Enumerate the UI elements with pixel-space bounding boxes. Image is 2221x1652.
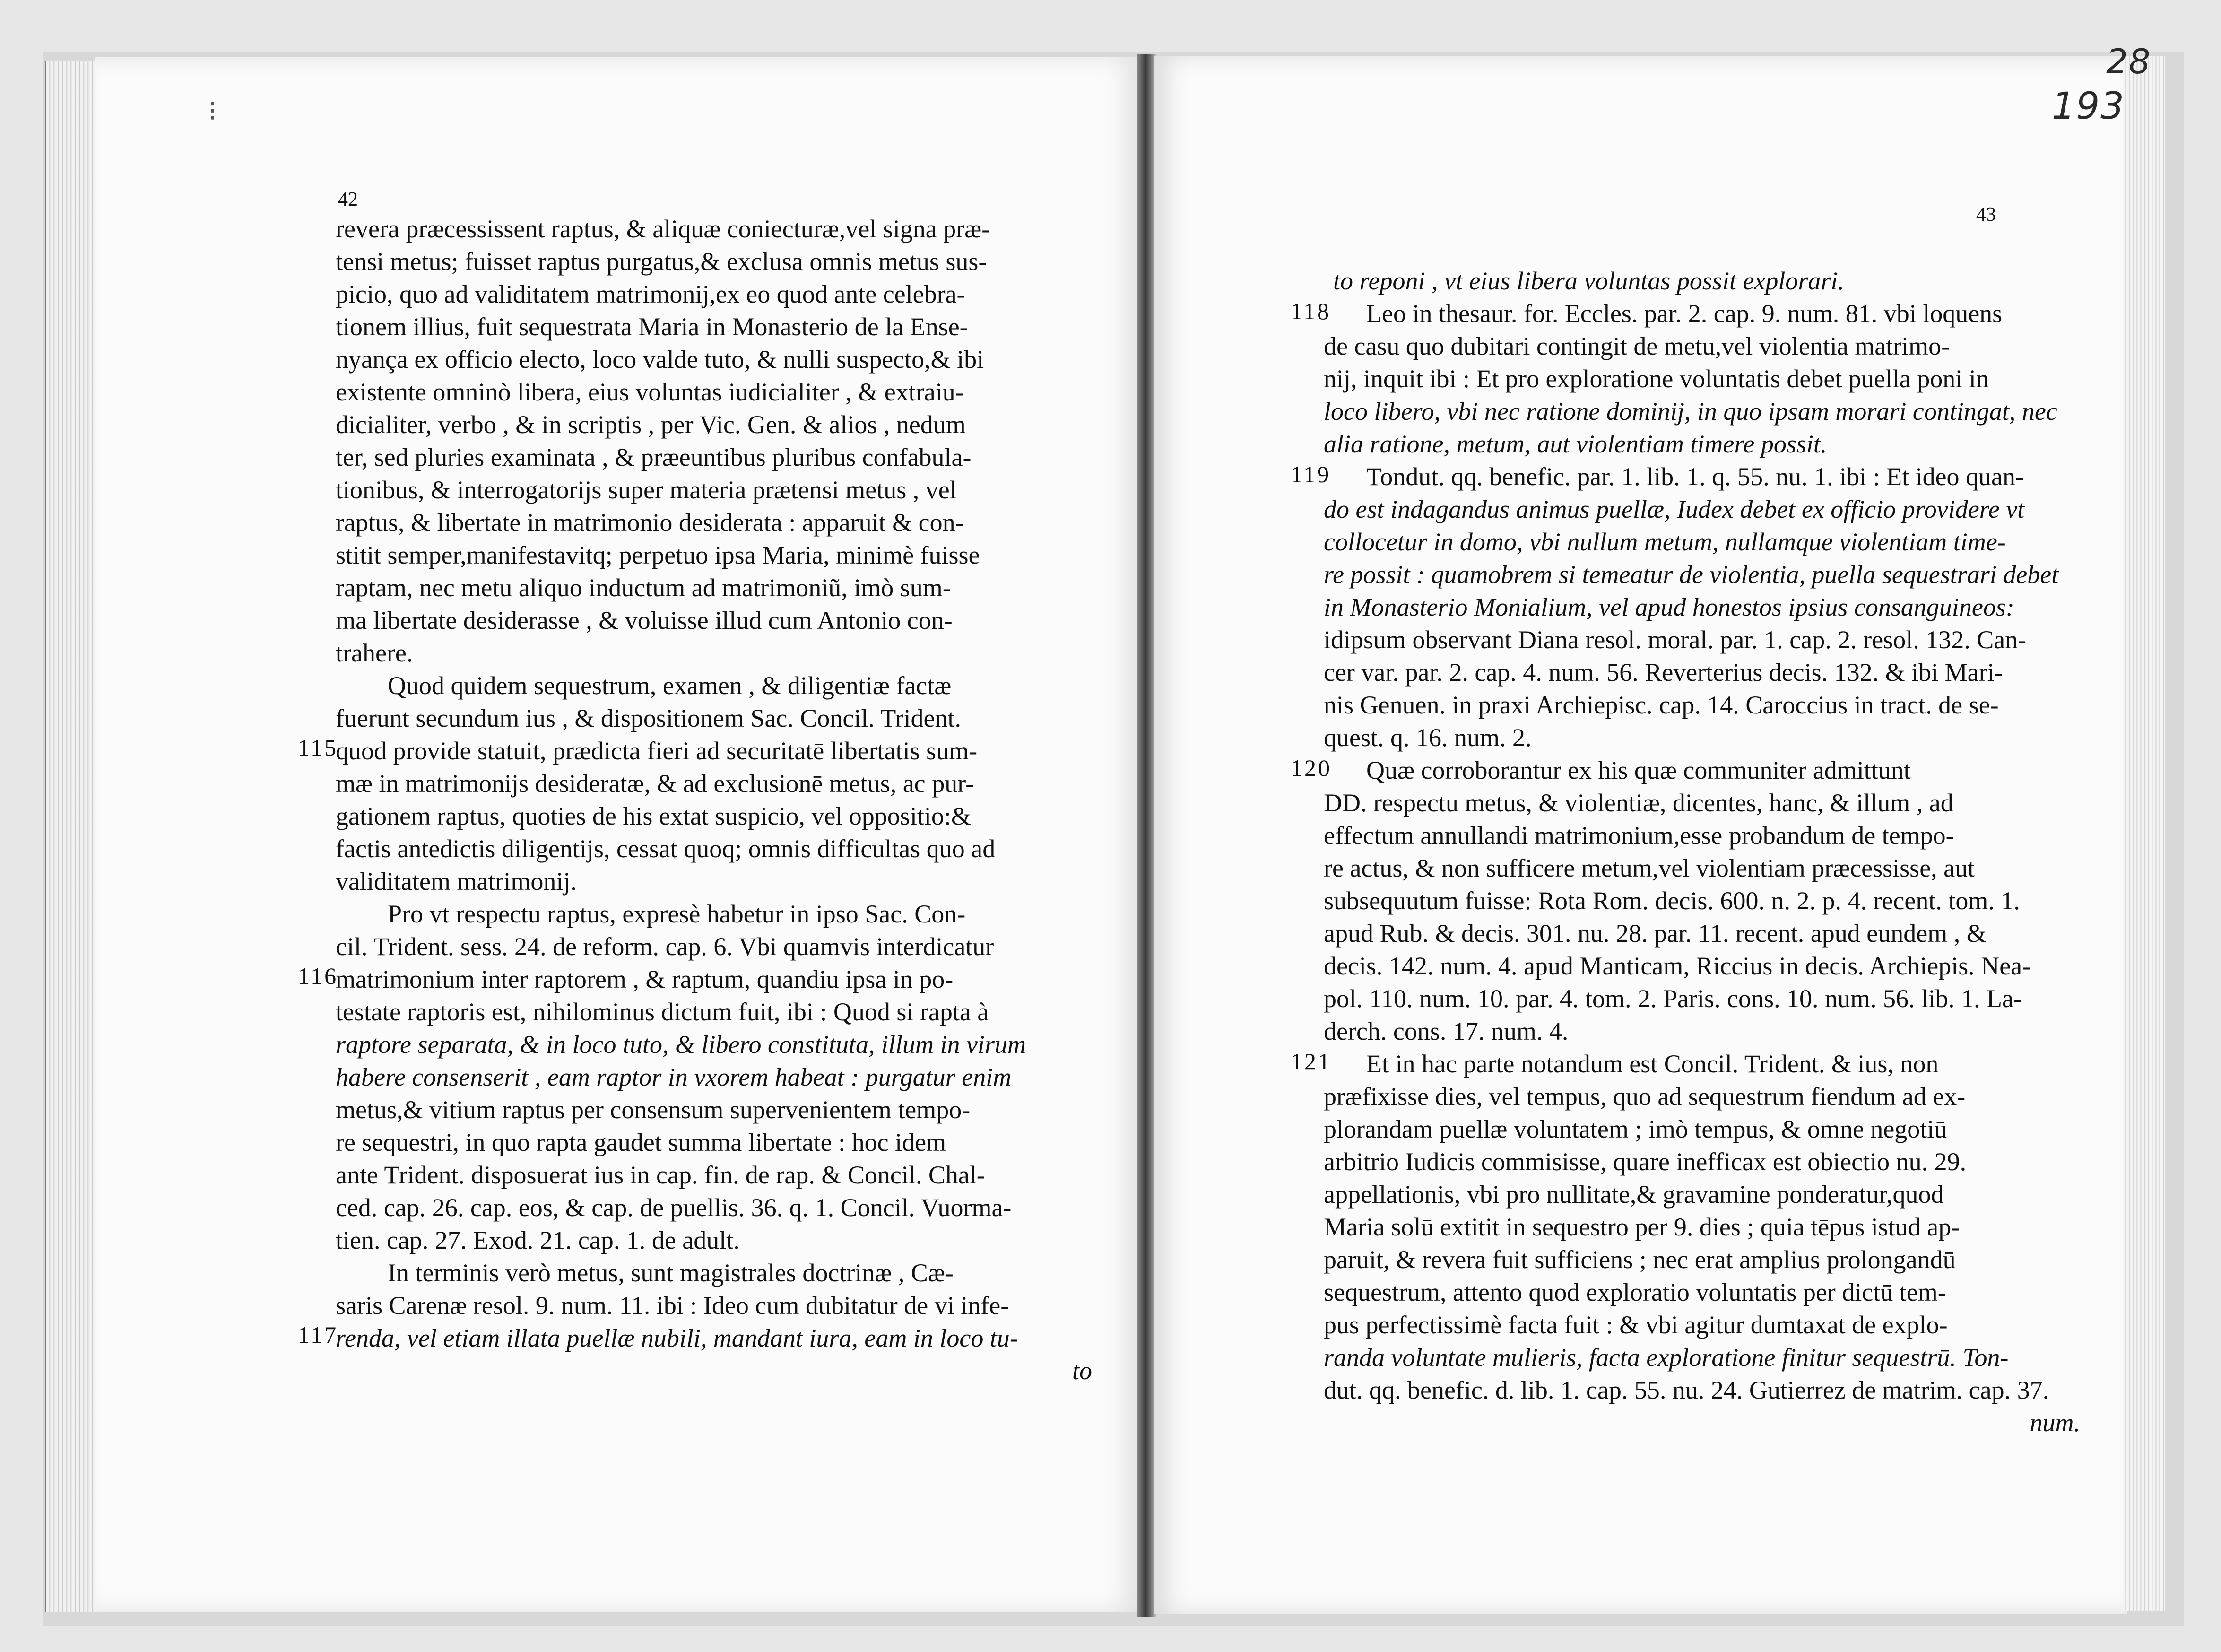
text-line: validitatem matrimonij. bbox=[336, 867, 577, 896]
text-line: quod provide statuit, prædicta fieri ad securitatē libertatis sum- bbox=[336, 737, 978, 765]
text-line: dut. qq. benefic. d. lib. 1. cap. 55. nu. 24. Gutierrez de matrim. cap. 37. bbox=[1324, 1376, 2049, 1404]
text-line: Et in hac parte notandum est Concil. Trident. & ius, non bbox=[1366, 1050, 1939, 1078]
handwritten-folio-number: 193 bbox=[2052, 85, 2125, 128]
text-line: testate raptoris est, nihilominus dictum fuit, ibi : Quod si rapta à bbox=[336, 998, 989, 1026]
margin-number: 117 bbox=[298, 1322, 338, 1348]
text-line: collocetur in domo, vbi nullum metum, nullamque violentiam time- bbox=[1324, 528, 2006, 556]
text-line: dicialiter, verbo , & in scriptis , per Vic. Gen. & alios , nedum bbox=[336, 410, 966, 439]
text-line: DD. respectu metus, & violentiæ, dicentes, hanc, & illum , ad bbox=[1324, 789, 1953, 817]
text-line: revera præcessissent raptus, & aliquæ coniecturæ,vel signa præ- bbox=[336, 215, 990, 243]
text-line: raptore separata, & in loco tuto, & libero constituta, illum in virum bbox=[336, 1030, 1026, 1059]
right-page-edges bbox=[2123, 56, 2165, 1611]
book-gutter bbox=[1137, 54, 1156, 1617]
text-line: re sequestri, in quo rapta gaudet summa libertate : hoc idem bbox=[336, 1128, 946, 1156]
catchword: num. bbox=[2030, 1409, 2080, 1437]
left-page-number: 42 bbox=[338, 189, 358, 210]
text-line: apud Rub. & decis. 301. nu. 28. par. 11. recent. apud eundem , & bbox=[1324, 919, 1987, 948]
text-line: Maria solū extitit in sequestro per 9. dies ; quia tēpus istud ap- bbox=[1324, 1213, 1960, 1241]
text-line: ter, sed pluries examinata , & præeuntibus pluribus confabula- bbox=[336, 443, 972, 471]
text-line: mæ in matrimonijs desideratæ, & ad exclusionē metus, ac pur- bbox=[336, 769, 974, 798]
text-line: raptam, nec metu aliquo inductum ad matrimoniũ, imò sum- bbox=[336, 574, 951, 602]
text-line: quest. q. 16. num. 2. bbox=[1324, 723, 1532, 752]
text-line: cer var. par. 2. cap. 4. num. 56. Reverterius decis. 132. & ibi Mari- bbox=[1324, 658, 2003, 687]
text-line: In terminis verò metus, sunt magistrales doctrinæ , Cæ- bbox=[388, 1259, 954, 1287]
text-line: renda, vel etiam illata puellæ nubili, mandant iura, eam in loco tu- bbox=[336, 1324, 1018, 1352]
text-line: in Monasterio Monialium, vel apud honestos ipsius consanguineos: bbox=[1324, 593, 2014, 621]
text-line: ced. cap. 26. cap. eos, & cap. de puellis. 36. q. 1. Concil. Vuorma- bbox=[336, 1193, 1012, 1222]
text-line: matrimonium inter raptorem , & raptum, quandiu ipsa in po- bbox=[336, 965, 954, 993]
text-line: fuerunt secundum ius , & dispositionem Sac. Concil. Trident. bbox=[336, 704, 961, 732]
margin-number: 120 bbox=[1291, 755, 1332, 781]
right-page-text bbox=[1324, 265, 2080, 1439]
text-line: raptus, & libertate in matrimonio desiderata : apparuit & con- bbox=[336, 508, 964, 537]
text-line: randa voluntate mulieris, facta exploratione finitur sequestrū. Ton- bbox=[1324, 1343, 2009, 1372]
text-line: appellationis, vbi pro nullitate,& gravamine ponderatur,quod bbox=[1324, 1180, 1944, 1209]
text-line: pol. 110. num. 10. par. 4. tom. 2. Paris. cons. 10. num. 56. lib. 1. La- bbox=[1324, 984, 2022, 1013]
right-page bbox=[1154, 56, 2127, 1614]
text-line: do est indagandus animus puellæ, Iudex debet ex officio providere vt bbox=[1324, 495, 2025, 523]
text-line: stitit semper,manifestavitq; perpetuo ipsa Maria, minimè fuisse bbox=[336, 541, 980, 569]
text-line: præfixisse dies, vel tempus, quo ad sequestrum fiendum ad ex- bbox=[1324, 1082, 1966, 1111]
text-line: existente omninò libera, eius voluntas iudicialiter , & extraiu- bbox=[336, 378, 964, 406]
text-line: loco libero, vbi nec ratione dominij, in quo ipsam morari contingat, nec bbox=[1324, 397, 2057, 426]
text-line: subsequutum fuisse: Rota Rom. decis. 600. n. 2. p. 4. recent. tom. 1. bbox=[1324, 887, 2020, 915]
text-line: Quod quidem sequestrum, examen , & diligentiæ factæ bbox=[388, 671, 952, 700]
text-line: effectum annullandi matrimonium,esse probandum de tempo- bbox=[1324, 821, 1954, 850]
right-page-number: 43 bbox=[1976, 204, 1996, 226]
text-line: trahere. bbox=[336, 639, 413, 667]
left-page-text bbox=[336, 213, 1092, 1387]
text-line: nij, inquit ibi : Et pro exploratione voluntatis debet puella poni in bbox=[1324, 365, 1989, 393]
text-line: gationem raptus, quoties de his extat suspicio, vel oppositio:& bbox=[336, 802, 971, 830]
text-line: to reponi , vt eius libera voluntas possit explorari. bbox=[1333, 267, 1844, 295]
text-line: tensi metus; fuisset raptus purgatus,& exclusa omnis metus sus- bbox=[336, 247, 987, 276]
text-line: re possit : quamobrem si temeatur de violentia, puella sequestrari debet bbox=[1324, 560, 2059, 589]
text-line: arbitrio Iudicis commisisse, quare inefficax est obiectio nu. 29. bbox=[1324, 1148, 1967, 1176]
text-line: picio, quo ad validitatem matrimonij,ex eo quod ante celebra- bbox=[336, 280, 965, 308]
text-line: alia ratione, metum, aut violentiam timere possit. bbox=[1324, 430, 1827, 458]
text-line: derch. cons. 17. num. 4. bbox=[1324, 1017, 1569, 1045]
margin-number: 118 bbox=[1291, 298, 1331, 324]
text-line: factis antedictis diligentijs, cessat quoq; omnis difficultas quo ad bbox=[336, 835, 996, 863]
corner-mark: ⁝ bbox=[208, 96, 217, 127]
margin-number: 119 bbox=[1291, 461, 1331, 487]
text-line: Leo in thesaur. for. Eccles. par. 2. cap. 9. num. 81. vbi loquens bbox=[1366, 299, 2003, 328]
text-line: saris Carenæ resol. 9. num. 11. ibi : Ideo cum dubitatur de vi infe- bbox=[336, 1291, 1009, 1320]
text-line: Pro vt respectu raptus, expresè habetur in ipso Sac. Con- bbox=[388, 900, 966, 928]
text-line: ante Trident. disposuerat ius in cap. fin. de rap. & Concil. Chal- bbox=[336, 1161, 985, 1189]
catchword: to bbox=[1072, 1356, 1092, 1385]
text-line: metus,& vitium raptus per consensum supervenientem tempo- bbox=[336, 1096, 971, 1124]
text-line: sequestrum, attento quod exploratio voluntatis per dictū tem- bbox=[1324, 1278, 1946, 1306]
margin-number: 115 bbox=[298, 734, 338, 761]
text-line: ma libertate desiderasse , & voluisse illud cum Antonio con- bbox=[336, 606, 953, 635]
text-line: nis Genuen. in praxi Archiepisc. cap. 14. Caroccius in tract. de se- bbox=[1324, 691, 1999, 719]
text-line: tionibus, & interrogatorijs super materia prætensi metus , vel bbox=[336, 476, 957, 504]
text-line: decis. 142. num. 4. apud Manticam, Riccius in decis. Archiepis. Nea- bbox=[1324, 952, 2031, 980]
margin-number: 121 bbox=[1291, 1048, 1332, 1075]
text-line: cil. Trident. sess. 24. de reform. cap. 6. Vbi quamvis interdicatur bbox=[336, 932, 994, 961]
text-line: tionem illius, fuit sequestrata Maria in Monasterio de la Ense- bbox=[336, 313, 968, 341]
text-line: Tondut. qq. benefic. par. 1. lib. 1. q. 55. nu. 1. ibi : Et ideo quan- bbox=[1366, 462, 2024, 491]
text-line: tien. cap. 27. Exod. 21. cap. 1. de adult. bbox=[336, 1226, 740, 1254]
text-line: de casu quo dubitari contingit de metu,vel violentia matrimo- bbox=[1324, 332, 1950, 360]
text-line: habere consenserit , eam raptor in vxorem habeat : purgatur enim bbox=[336, 1063, 1012, 1091]
text-line: idipsum observant Diana resol. moral. par. 1. cap. 2. resol. 132. Can- bbox=[1324, 626, 2027, 654]
text-line: nyança ex officio electo, loco valde tuto, & nulli suspecto,& ibi bbox=[336, 345, 984, 374]
text-line: paruit, & revera fuit sufficiens ; nec erat amplius prolongandū bbox=[1324, 1245, 1956, 1274]
text-line: pus perfectissimè facta fuit : & vbi agitur dumtaxat de explo- bbox=[1324, 1311, 1948, 1339]
text-line: plorandam puellæ voluntatem ; imò tempus, & omne negotiū bbox=[1324, 1115, 1947, 1143]
margin-number: 116 bbox=[298, 963, 338, 989]
handwritten-folio-number: 28 bbox=[2106, 42, 2152, 81]
text-line: Quæ corroborantur ex his quæ communiter admittunt bbox=[1366, 756, 1911, 784]
left-page bbox=[95, 57, 1139, 1612]
text-line: re actus, & non sufficere metum,vel violentiam præcessisse, aut bbox=[1324, 854, 1975, 882]
